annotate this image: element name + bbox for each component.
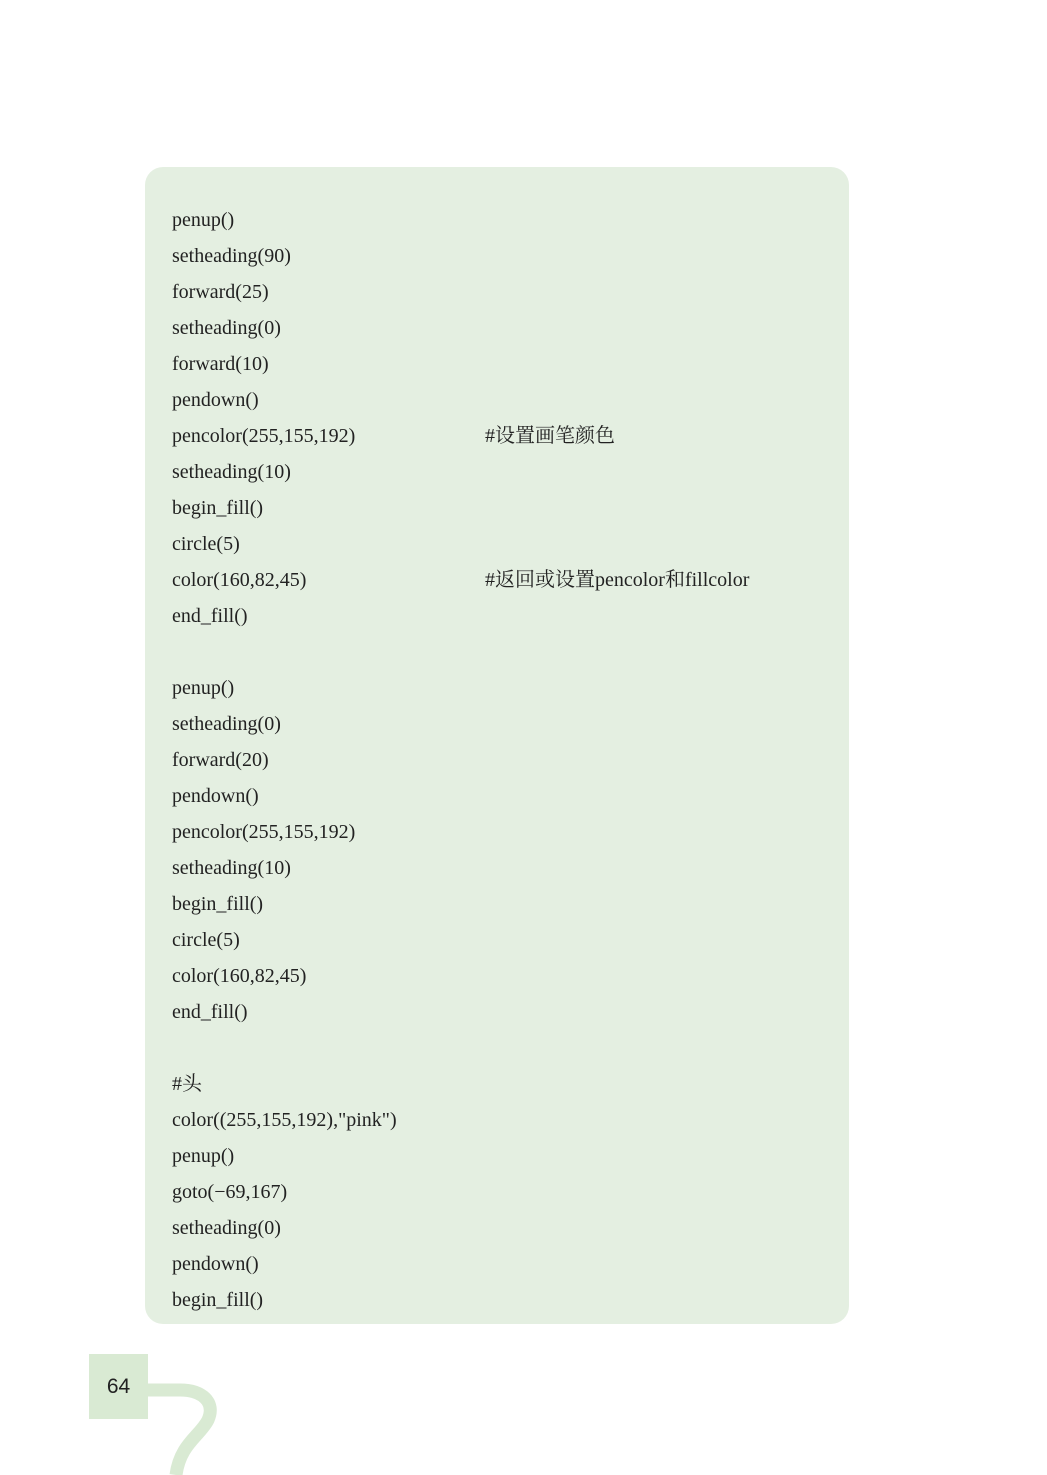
page-number: 64 <box>106 1375 131 1398</box>
code-text: end_fill() <box>172 605 248 627</box>
code-text: setheading(90) <box>172 245 291 267</box>
code-text: pendown() <box>172 1253 259 1275</box>
code-text: pencolor(255,155,192) <box>172 821 356 843</box>
code-text: #头 <box>172 1073 202 1095</box>
code-text: circle(5) <box>172 929 240 951</box>
code-text: setheading(0) <box>172 317 281 339</box>
code-text: circle(5) <box>172 533 240 555</box>
code-comment: #设置画笔颜色 <box>485 425 615 447</box>
code-text: goto(−69,167) <box>172 1181 288 1203</box>
code-text: setheading(10) <box>172 857 291 879</box>
hook-icon <box>140 1380 230 1475</box>
code-text: color((255,155,192),"pink") <box>172 1109 397 1131</box>
code-text: color(160,82,45) <box>172 569 307 591</box>
code-text: forward(10) <box>172 353 269 375</box>
code-text: penup() <box>172 209 235 231</box>
code-text: pendown() <box>172 389 259 411</box>
code-text: begin_fill() <box>172 1289 264 1311</box>
code-text: setheading(10) <box>172 461 291 483</box>
code-text: forward(20) <box>172 749 269 771</box>
code-text: forward(25) <box>172 281 269 303</box>
code-text: pencolor(255,155,192) <box>172 425 356 447</box>
code-text: setheading(0) <box>172 1217 281 1239</box>
code-text: pendown() <box>172 785 259 807</box>
code-text: begin_fill() <box>172 497 264 519</box>
code-text: penup() <box>172 1145 235 1167</box>
code-text: end_fill() <box>172 1001 248 1023</box>
code-text: penup() <box>172 677 235 699</box>
code-comment: #返回或设置pencolor和fillcolor <box>485 569 750 591</box>
code-text: setheading(0) <box>172 713 281 735</box>
code-text: begin_fill() <box>172 893 264 915</box>
code-text: color(160,82,45) <box>172 965 307 987</box>
